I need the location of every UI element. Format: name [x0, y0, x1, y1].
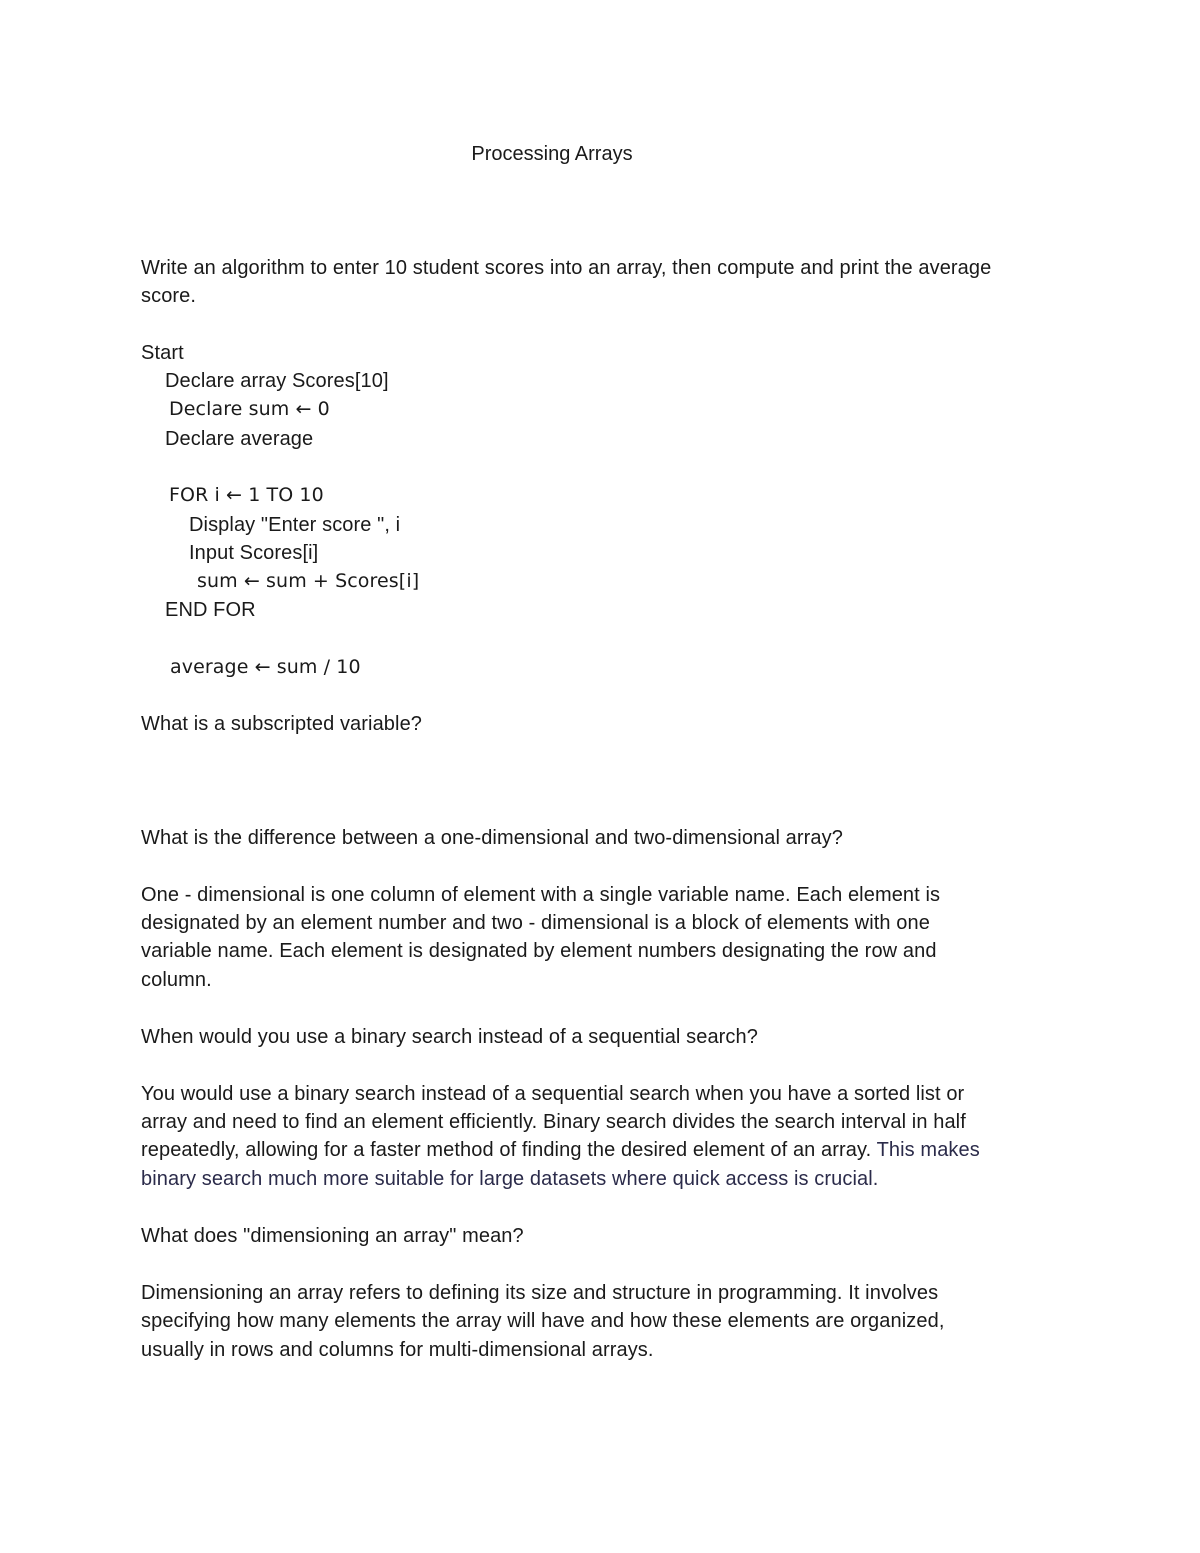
answer-3-line-2: designated by an element number and two - dimensional is a block of elements with one — [141, 912, 930, 934]
algorithm-end-for: END FOR — [165, 599, 256, 621]
answer-4-line-3-start: repeatedly, allowing for a faster method of finding the desired element of an array. — [141, 1139, 872, 1161]
answer-3-line-1: One - dimensional is one column of element with a single variable name. Each element is — [141, 884, 941, 906]
answer-4-line-3 — [141, 1136, 980, 1164]
answer-5-line-1: Dimensioning an array refers to defining its size and structure in programming. It involves — [141, 1282, 939, 1304]
question-5: What does "dimensioning an array" mean? — [141, 1225, 524, 1247]
algorithm-declare-sum: Declare sum ← 0 — [169, 398, 330, 420]
algorithm-for-start: FOR i ← 1 TO 10 — [169, 484, 324, 506]
algorithm-input: Input Scores[i] — [189, 542, 319, 564]
answer-3-line-3: variable name. Each element is designated by element numbers designating the row and — [141, 940, 937, 962]
answer-4-line-4: binary search much more suitable for large datasets where quick access is crucial. — [141, 1168, 879, 1190]
answer-5-line-2: specifying how many elements the array will have and how these elements are organized, — [141, 1310, 945, 1332]
question-3: What is the difference between a one-dimensional and two-dimensional array? — [141, 827, 843, 849]
algorithm-start: Start — [141, 342, 184, 364]
answer-4-line-3-end: This makes — [871, 1139, 980, 1161]
algorithm-declare-average: Declare average — [165, 428, 314, 450]
page-title: Processing Arrays — [471, 143, 633, 165]
question-1-line-1: Write an algorithm to enter 10 student scores into an array, then compute and print the average — [141, 257, 992, 279]
answer-5-line-3: usually in rows and columns for multi-dimensional arrays. — [141, 1339, 654, 1361]
algorithm-declare-scores: Declare array Scores[10] — [165, 370, 389, 392]
algorithm-sum-update: sum ← sum + Scores[i] — [197, 570, 420, 592]
question-2: What is a subscripted variable? — [141, 713, 423, 735]
algorithm-average-calc: average ← sum / 10 — [170, 656, 361, 678]
answer-3-line-4: column. — [141, 969, 212, 991]
answer-4-line-1: You would use a binary search instead of a sequential search when you have a sorted list or — [141, 1083, 965, 1105]
answer-4-line-2: array and need to find an element efficiently. Binary search divides the search interval in half — [141, 1111, 966, 1133]
algorithm-display: Display "Enter score ", i — [189, 514, 401, 536]
question-1-line-2: score. — [141, 285, 197, 307]
question-4: When would you use a binary search instead of a sequential search? — [141, 1026, 758, 1048]
